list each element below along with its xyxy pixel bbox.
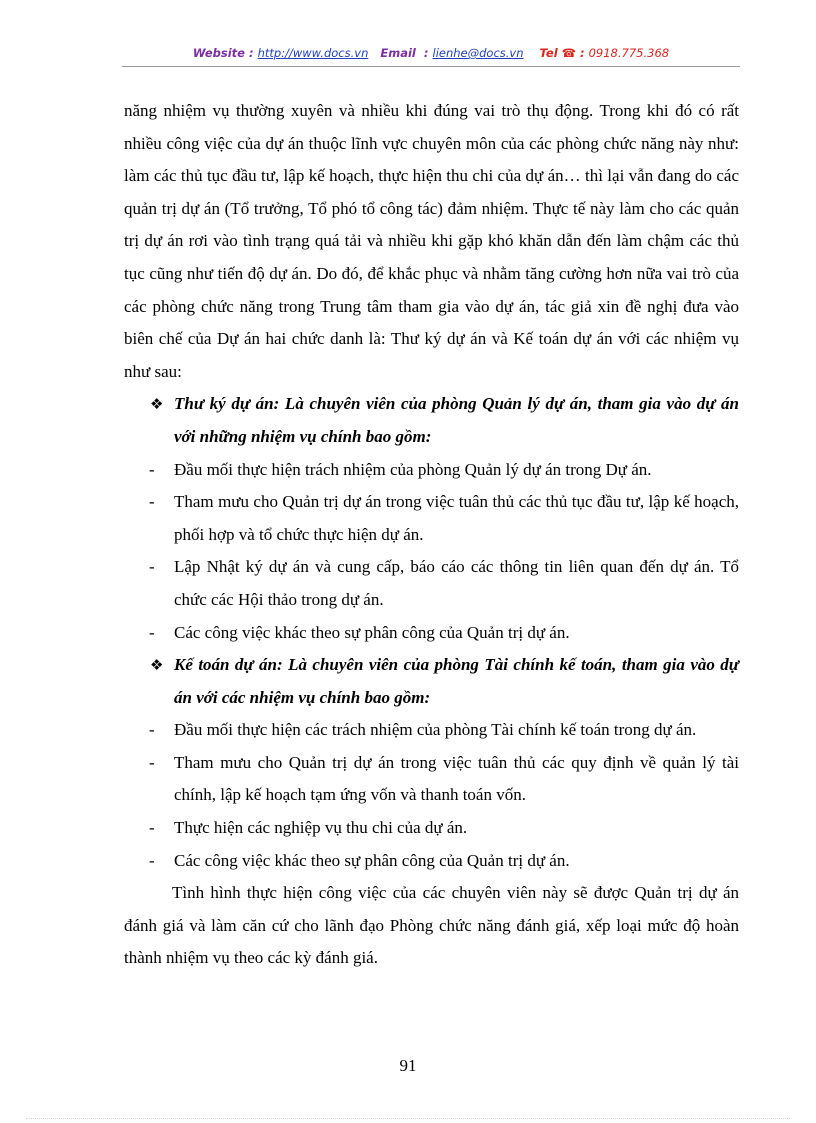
list-item: - Tham mưu cho Quản trị dự án trong việc tuân thủ các quy định về quản lý tài chính, lập kế hoạch tạm ứng vốn và thanh toán vốn. [124,747,739,812]
page-header: Website : http://www.docs.vn Email : lienhe@docs.vn Tel ☎ : 0918.775.368 [192,46,670,60]
section-title: Thư ký dự án: Là chuyên viên của phòng Quản lý dự án, tham gia vào dự án với những nhiệm vụ chính bao gồm: [174,394,739,446]
diamond-bullet-icon: ❖ [150,656,164,675]
list-item: - Đầu mối thực hiện các trách nhiệm của phòng Tài chính kế toán trong dự án. [124,714,739,747]
dash-bullet: - [149,622,155,642]
email-link[interactable]: lienhe@docs.vn [432,46,524,60]
section-heading [124,649,739,714]
list-item: - Các công việc khác theo sự phân công của Quản trị dự án. [124,617,739,650]
dash-bullet: - [149,459,155,479]
list-item: - Tham mưu cho Quản trị dự án trong việc tuân thủ các thủ tục đầu tư, lập kế hoạch, phối hợp và tổ chức thực hiện dự án. [124,486,739,551]
phone-icon: ☎ [561,46,576,60]
email-label: Email [380,46,416,60]
section-title: Kế toán dự án: Là chuyên viên của phòng Tài chính kế toán, tham gia vào dự án với các nhiệm vụ chính bao gồm: [174,655,739,707]
list-item: - Các công việc khác theo sự phân công của Quản trị dự án. [124,845,739,878]
dash-bullet: - [149,752,155,772]
website-label: Website [192,46,245,60]
closing-paragraph: Tình hình thực hiện công việc của các chuyên viên này sẽ được Quản trị dự án đánh giá và làm căn cứ cho lãnh đạo Phòng chức năng đánh giá, xếp loại mức độ hoàn thành nhiệm vụ theo các kỳ đánh giá. [124,883,739,968]
list-item: - Thực hiện các nghiệp vụ thu chi của dự án. [124,812,739,845]
header-divider [122,66,740,67]
page-number: 91 [399,1056,417,1075]
dash-bullet: - [149,492,155,512]
list-item: - Đầu mối thực hiện trách nhiệm của phòng Quản lý dự án trong Dự án. [124,454,739,487]
diamond-bullet-icon: ❖ [150,395,164,414]
tel-label: Tel [539,46,558,60]
phone-number: 0918.775.368 [588,46,670,60]
section-ke-toan [124,649,739,877]
intro-paragraph: năng nhiệm vụ thường xuyên và nhiều khi đúng vai trò thụ động. Trong khi đó có rất nhiều công việc của dự án thuộc lĩnh vực chuyên môn của các phòng chức năng này như: làm các thủ tục đầu tư, lập kế hoạch, thực hiện thu chi của dự án… thì lại vẫn đang do các quản trị dự án (Tổ trưởng, Tổ phó tổ công tác) đảm nhiệm. Thực tế này làm cho các quản trị dự án rơi vào tình trạng quá tải và nhiều khi gặp khó khăn dẫn đến làm chậm các thủ tục cũng như tiến độ dự án. Do đó, để khắc phục và nhằm tăng cường hơn nữa vai trò của các phòng chức năng trong Trung tâm tham gia vào dự án, tác giả xin đề nghị đưa vào biên chế của Dự án hai chức danh là: Thư ký dự án và Kế toán dự án với các nhiệm vụ như sau: [124,101,739,381]
dash-bullet: - [149,850,155,870]
dash-bullet: - [149,720,155,740]
dash-bullet: - [149,557,155,577]
website-link[interactable]: http://www.docs.vn [257,46,369,60]
section-thu-ky [124,388,739,649]
list-item: - Lập Nhật ký dự án và cung cấp, báo cáo các thông tin liên quan đến dự án. Tổ chức các Hội thảo trong dự án. [124,551,739,616]
document-body [124,95,739,975]
section-heading [124,388,739,453]
dash-bullet: - [149,818,155,838]
page-bottom-divider [26,1118,790,1119]
